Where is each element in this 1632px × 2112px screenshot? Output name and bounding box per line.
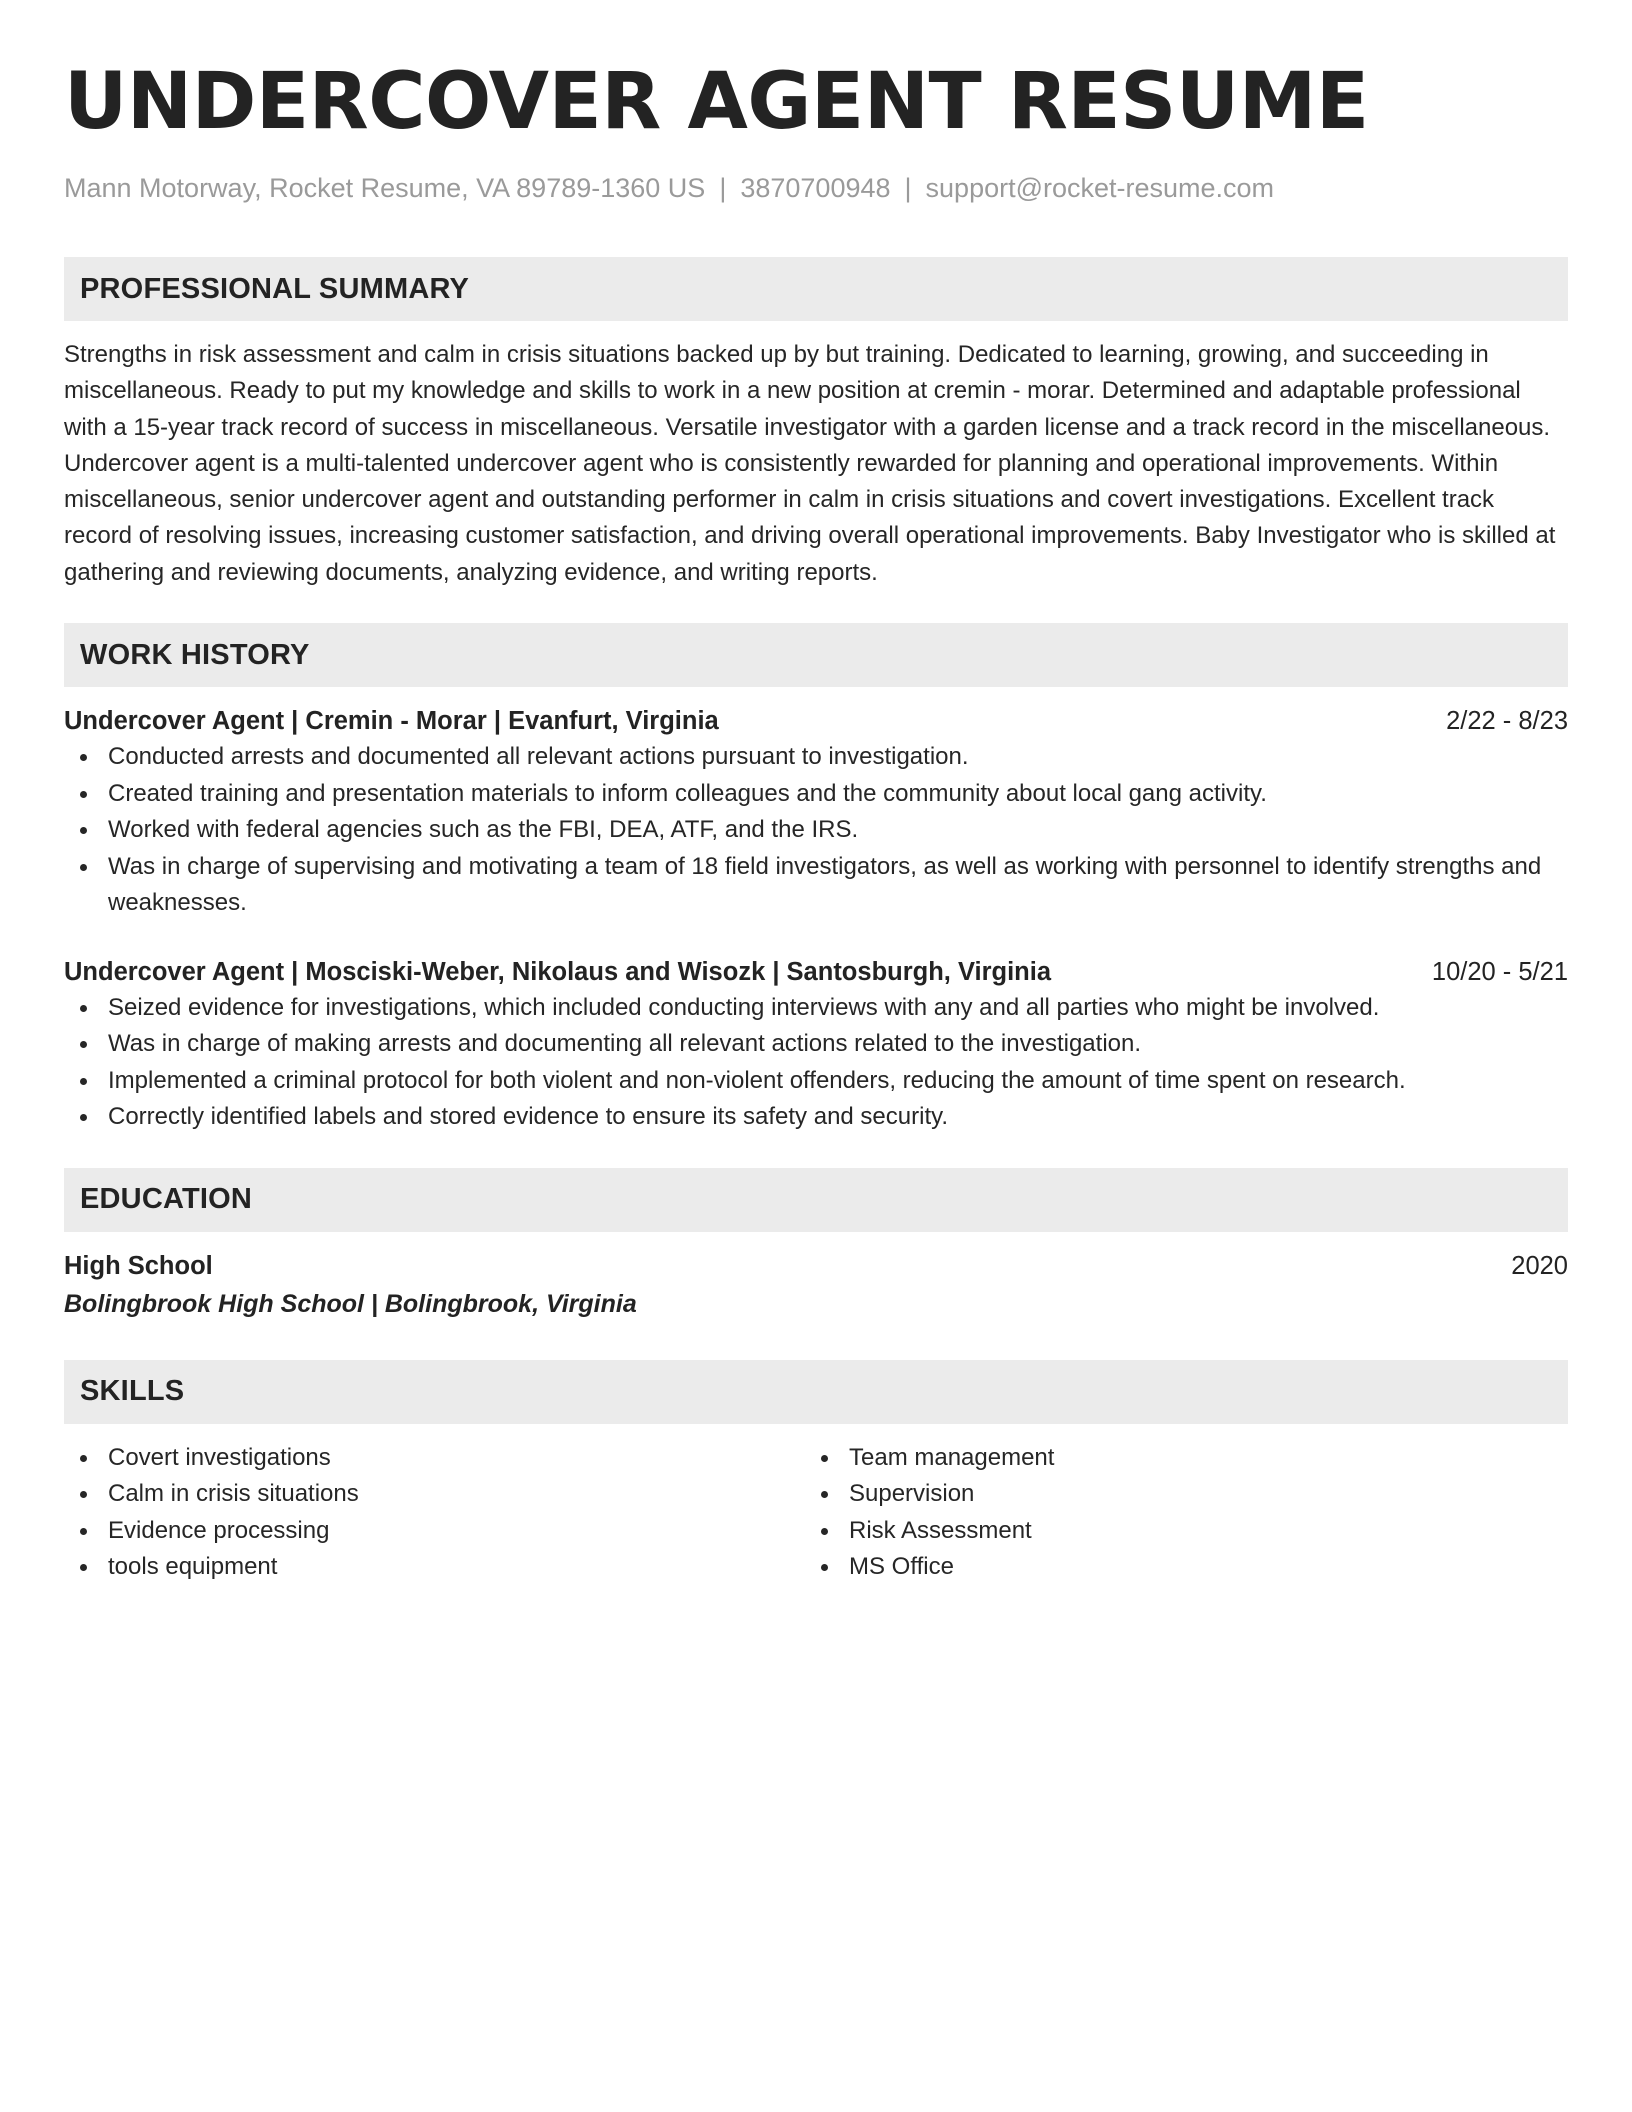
bullet-icon (80, 754, 87, 761)
job-bullet-text: Seized evidence for investigations, which included conducting interviews with any and all parties who might be involved. (108, 993, 1380, 1021)
bullet-icon (80, 864, 87, 871)
job-bullet (64, 812, 1568, 849)
contact-separator: | (719, 173, 727, 203)
bullet-icon (821, 1455, 828, 1462)
section-header-summary: PROFESSIONAL SUMMARY (64, 257, 1568, 321)
job-bullet (64, 849, 1568, 922)
skill-text: Evidence processing (108, 1516, 330, 1544)
skill-item (64, 1513, 805, 1550)
job-bullet-text: Created training and presentation materials to inform colleagues and the community about local gang activity. (108, 779, 1267, 807)
job-bullet-text: Implemented a criminal protocol for both violent and non-violent offenders, reducing the amount of time spent on research. (108, 1066, 1406, 1094)
skill-text: Supervision (849, 1480, 975, 1508)
job-bullet-text: Was in charge of making arrests and documenting all relevant actions related to the investigation. (108, 1030, 1142, 1058)
job-bullet-text: Worked with federal agencies such as the FBI, DEA, ATF, and the IRS. (108, 816, 859, 844)
education-year: 2020 (1511, 1251, 1568, 1280)
skills-columns (64, 1440, 1568, 1586)
skill-item (64, 1440, 805, 1477)
skill-text: Covert investigations (108, 1443, 331, 1471)
job-dates: 10/20 - 5/21 (1431, 957, 1568, 986)
job-bullet-list (64, 739, 1568, 922)
skill-text: Calm in crisis situations (108, 1480, 359, 1508)
job-bullet-list (64, 990, 1568, 1136)
contact-phone: 3870700948 (740, 173, 891, 203)
job-title: Undercover Agent | Mosciski-Weber, Nikolaus and Wisozk | Santosburgh, Virginia (64, 957, 1052, 986)
section-header-education: EDUCATION (64, 1168, 1568, 1232)
bullet-icon (80, 1005, 87, 1012)
skill-text: MS Office (849, 1553, 954, 1581)
skill-text: tools equipment (108, 1553, 278, 1581)
section-header-work-history: WORK HISTORY (64, 623, 1568, 687)
skill-item (805, 1513, 1546, 1550)
contact-address: Mann Motorway, Rocket Resume, VA 89789-1360 US (64, 173, 706, 203)
education-degree: High School (64, 1251, 213, 1280)
skill-item (64, 1549, 805, 1586)
job-bullet-text: Correctly identified labels and stored evidence to ensure its safety and security. (108, 1103, 948, 1131)
bullet-icon (80, 1528, 87, 1535)
job-bullet-text: Was in charge of supervising and motivating a team of 18 field investigators, as well as working with personnel to identify strengths and weaknesses. (108, 852, 1542, 917)
job-bullet (64, 1026, 1568, 1063)
skills-list-right (805, 1440, 1546, 1586)
job-entry-header (64, 703, 1568, 739)
bullet-icon (80, 1114, 87, 1121)
bullet-icon (821, 1528, 828, 1535)
bullet-icon (821, 1564, 828, 1571)
job-title: Undercover Agent | Cremin - Morar | Evanfurt, Virginia (64, 707, 719, 736)
contact-line (64, 170, 1568, 206)
bullet-icon (80, 1564, 87, 1571)
bullet-icon (80, 1491, 87, 1498)
education-school: Bolingbrook High School | Bolingbrook, Virginia (64, 1289, 637, 1318)
skill-item (805, 1440, 1546, 1477)
job-bullet (64, 776, 1568, 813)
skill-text: Team management (849, 1443, 1055, 1471)
bullet-icon (80, 791, 87, 798)
job-dates: 2/22 - 8/23 (1446, 707, 1568, 736)
summary-text: Strengths in risk assessment and calm in crisis situations backed up by but training. Dedicated to learning, growing, and succeeding in miscellaneous. Ready to put my knowledge and skills to work in a new position at cremin - morar. Determined and adaptable professional with a 15-year track record of success in miscellaneous. Versatile investigator with a garden license and a track record in the miscellaneous. Undercover agent is a multi-talented undercover agent who is consistently rewarded for planning and operational improvements. Within miscellaneous, senior undercover agent and outstanding performer in calm in crisis situations and covert investigations. Excellent track record of resolving issues, increasing customer satisfaction, and driving overall operational improvements. Baby Investigator who is skilled at gathering and reviewing documents, analyzing evidence, and writing reports. (64, 341, 1556, 586)
bullet-icon (80, 1455, 87, 1462)
job-bullet (64, 739, 1568, 776)
job-bullet (64, 1099, 1568, 1136)
job-bullet-text: Conducted arrests and documented all relevant actions pursuant to investigation. (108, 743, 969, 771)
job-entry-header (64, 954, 1568, 990)
contact-email[interactable]: support@rocket-resume.com (925, 173, 1275, 203)
bullet-icon (80, 1041, 87, 1048)
contact-separator: | (904, 173, 912, 203)
education-entry-header (64, 1248, 1568, 1284)
section-header-skills: SKILLS (64, 1360, 1568, 1424)
bullet-icon (80, 1078, 87, 1085)
skill-item (64, 1476, 805, 1513)
resume-title: UNDERCOVER AGENT RESUME (64, 57, 1369, 147)
skill-text: Risk Assessment (849, 1516, 1032, 1544)
job-bullet (64, 990, 1568, 1027)
skill-item (805, 1476, 1546, 1513)
job-bullet (64, 1063, 1568, 1100)
skill-item (805, 1549, 1546, 1586)
bullet-icon (80, 827, 87, 834)
skills-list-left (64, 1440, 805, 1586)
bullet-icon (821, 1491, 828, 1498)
